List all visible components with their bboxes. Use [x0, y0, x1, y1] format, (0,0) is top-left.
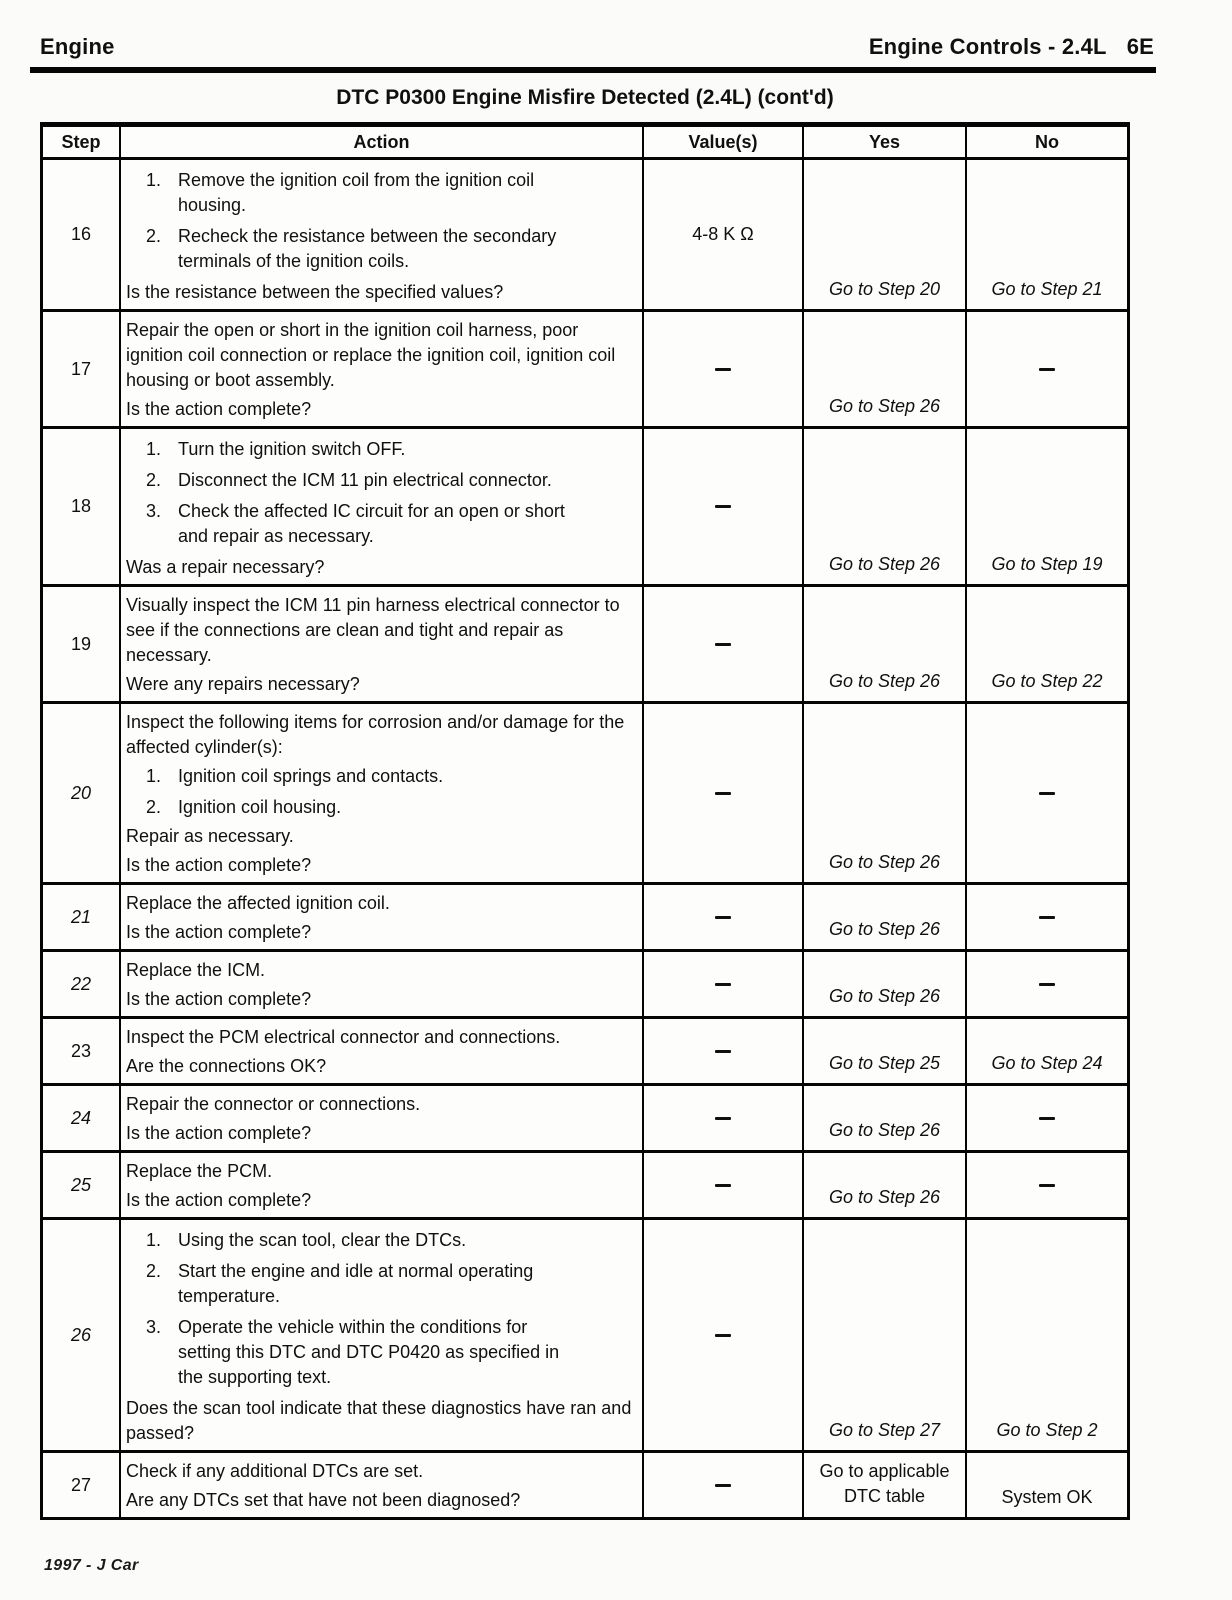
action-cell — [121, 1453, 644, 1517]
action-text: Check if any additional DTCs are set. — [126, 1461, 424, 1481]
table-row — [43, 1220, 1127, 1453]
yes-cell — [804, 885, 967, 949]
no-cell — [967, 885, 1127, 949]
table-header-row — [43, 127, 1127, 160]
step-cell — [43, 312, 121, 426]
no-cell — [967, 1086, 1127, 1150]
list-text: Check the affected IC circuit for an open or short and repair as necessary. — [178, 501, 565, 546]
no-cell — [967, 160, 1127, 309]
yes-cell — [804, 1153, 967, 1217]
list-number: 2. — [146, 797, 162, 817]
header-right-group — [869, 34, 1154, 60]
action-text: Inspect the PCM electrical connector and connections. — [126, 1027, 561, 1047]
list-number: 2. — [146, 1261, 162, 1281]
action-text: Repair as necessary. — [126, 826, 294, 846]
value-cell — [644, 1086, 804, 1150]
diagnostic-table — [40, 122, 1130, 1520]
dash-placeholder — [1039, 368, 1055, 371]
yes-cell — [804, 1086, 967, 1150]
dash-placeholder — [1039, 983, 1055, 986]
action-text: Replace the affected ignition coil. — [126, 893, 390, 913]
action-text: Repair the open or short in the ignition coil harness, poor ignition coil connection or replace the ignition coil, ignition coil housing or boot assembly. — [126, 320, 616, 390]
action-list-item — [146, 499, 636, 549]
action-cell — [121, 1220, 644, 1450]
dash-placeholder — [715, 1334, 731, 1337]
action-text: Inspect the following items for corrosion and/or damage for the affected cylinder(s): — [126, 712, 625, 757]
value-cell — [644, 160, 804, 309]
value-cell — [644, 704, 804, 882]
action-cell — [121, 1153, 644, 1217]
no-cell — [967, 704, 1127, 882]
step-number: 27 — [70, 1474, 92, 1495]
action-question: Is the action complete? — [126, 855, 312, 875]
action-text: Replace the PCM. — [126, 1161, 273, 1181]
column-header-step: Step — [43, 127, 121, 157]
yes-cell — [804, 1453, 967, 1517]
action-cell — [121, 1086, 644, 1150]
dash-placeholder — [1039, 1117, 1055, 1120]
list-text: Disconnect the ICM 11 pin electrical connector. — [178, 470, 552, 490]
yes-cell — [804, 1220, 967, 1450]
list-text: Start the engine and idle at normal operating temperature. — [178, 1261, 534, 1306]
action-question: Does the scan tool indicate that these diagnostics have ran and passed? — [126, 1398, 632, 1443]
goto-text: Go to Step 20 — [828, 279, 941, 299]
action-list-item — [146, 1315, 636, 1390]
dash-placeholder — [715, 1184, 731, 1187]
table-row — [43, 312, 1127, 429]
step-number: 20 — [70, 782, 92, 803]
value-cell — [644, 952, 804, 1016]
action-list-item — [146, 764, 636, 789]
action-question: Are any DTCs set that have not been diagnosed? — [126, 1490, 521, 1510]
step-cell — [43, 952, 121, 1016]
action-list-item — [146, 168, 636, 218]
action-question: Is the action complete? — [126, 1123, 312, 1143]
action-text: Visually inspect the ICM 11 pin harness electrical connector to see if the connections are clean and tight and repair as necessary. — [126, 595, 620, 665]
dash-placeholder — [715, 1117, 731, 1120]
table-row — [43, 1086, 1127, 1153]
step-cell — [43, 160, 121, 309]
goto-text: Go to Step 22 — [991, 671, 1103, 691]
action-question: Is the action complete? — [126, 1190, 312, 1210]
yes-cell — [804, 312, 967, 426]
no-cell — [967, 1220, 1127, 1450]
no-cell — [967, 1019, 1127, 1083]
step-cell — [43, 704, 121, 882]
dash-placeholder — [715, 916, 731, 919]
column-header-yes: Yes — [804, 127, 967, 157]
table-row — [43, 885, 1127, 952]
list-number: 3. — [146, 501, 162, 521]
column-header-action: Action — [121, 127, 644, 157]
list-number: 1. — [146, 1230, 162, 1250]
action-question: Was a repair necessary? — [126, 557, 325, 577]
value-cell — [644, 1220, 804, 1450]
table-row — [43, 952, 1127, 1019]
value-cell — [644, 885, 804, 949]
no-cell — [967, 312, 1127, 426]
action-cell — [121, 1019, 644, 1083]
dash-placeholder — [715, 368, 731, 371]
goto-text: Go to applicable DTC table — [819, 1461, 950, 1506]
step-number: 23 — [70, 1040, 92, 1061]
dash-placeholder — [1039, 792, 1055, 795]
list-text: Turn the ignition switch OFF. — [178, 439, 406, 459]
action-text: Replace the ICM. — [126, 960, 266, 980]
step-number: 18 — [70, 496, 92, 516]
goto-text: Go to Step 26 — [828, 1187, 941, 1207]
yes-cell — [804, 704, 967, 882]
table-row — [43, 1453, 1127, 1517]
goto-text: Go to Step 26 — [828, 554, 941, 574]
step-cell — [43, 1220, 121, 1450]
goto-text: Go to Step 26 — [828, 919, 941, 939]
action-list-item — [146, 437, 636, 462]
table-row — [43, 587, 1127, 704]
value-cell — [644, 587, 804, 701]
step-cell — [43, 587, 121, 701]
action-question: Are the connections OK? — [126, 1056, 327, 1076]
step-cell — [43, 1086, 121, 1150]
action-question: Is the action complete? — [126, 989, 312, 1009]
list-number: 1. — [146, 766, 162, 786]
value-cell — [644, 429, 804, 584]
header-page-code: 6E — [1126, 34, 1154, 59]
dash-placeholder — [715, 1050, 731, 1053]
list-text: Recheck the resistance between the secondary terminals of the ignition coils. — [178, 226, 557, 271]
action-cell — [121, 587, 644, 701]
header-right-title: Engine Controls - 2.4L — [868, 34, 1107, 59]
list-number: 1. — [146, 439, 162, 459]
list-number: 3. — [146, 1317, 162, 1337]
no-cell — [967, 1453, 1127, 1517]
step-cell — [43, 1153, 121, 1217]
action-text: Repair the connector or connections. — [126, 1094, 421, 1114]
goto-text: Go to Step 26 — [828, 671, 941, 691]
action-question: Is the action complete? — [126, 922, 312, 942]
table-row — [43, 160, 1127, 312]
list-text: Ignition coil housing. — [178, 797, 342, 817]
action-list-item — [146, 468, 636, 493]
step-number: 19 — [70, 633, 92, 654]
yes-cell — [804, 429, 967, 584]
goto-text: Go to Step 26 — [828, 986, 941, 1006]
list-text: Ignition coil springs and contacts. — [178, 766, 444, 786]
header-left-title: Engine — [40, 34, 115, 59]
step-cell — [43, 885, 121, 949]
yes-cell — [804, 952, 967, 1016]
action-cell — [121, 704, 644, 882]
step-number: 21 — [70, 906, 92, 927]
yes-cell — [804, 160, 967, 309]
action-list-item — [146, 1259, 636, 1309]
action-cell — [121, 429, 644, 584]
list-text: Operate the vehicle within the conditions for setting this DTC and DTC P0420 as specified in the supporting text. — [178, 1317, 560, 1387]
dash-placeholder — [715, 505, 731, 508]
goto-text: System OK — [1001, 1487, 1093, 1507]
dash-placeholder — [715, 792, 731, 795]
page-title: DTC P0300 Engine Misfire Detected (2.4L) (cont'd) — [336, 86, 834, 109]
list-number: 2. — [146, 226, 162, 246]
no-cell — [967, 1153, 1127, 1217]
goto-text: Go to Step 27 — [828, 1420, 941, 1440]
action-cell — [121, 952, 644, 1016]
action-cell — [121, 885, 644, 949]
value-text: 4-8 K Ω — [692, 224, 754, 244]
step-number: 25 — [70, 1174, 92, 1195]
dash-placeholder — [1039, 916, 1055, 919]
list-number: 2. — [146, 470, 162, 490]
dash-placeholder — [715, 1484, 731, 1487]
value-cell — [644, 312, 804, 426]
action-cell — [121, 160, 644, 309]
step-number: 17 — [70, 358, 92, 379]
list-number: 1. — [146, 170, 162, 190]
yes-cell — [804, 1019, 967, 1083]
goto-text: Go to Step 19 — [991, 554, 1103, 574]
table-row — [43, 704, 1127, 885]
action-cell — [121, 312, 644, 426]
goto-text: Go to Step 26 — [828, 852, 941, 872]
goto-text: Go to Step 2 — [996, 1420, 1098, 1440]
dash-placeholder — [715, 983, 731, 986]
no-cell — [967, 952, 1127, 1016]
value-cell — [644, 1019, 804, 1083]
action-list-item — [146, 795, 636, 820]
step-cell — [43, 1019, 121, 1083]
list-text: Using the scan tool, clear the DTCs. — [178, 1230, 467, 1250]
page-header — [40, 34, 1154, 60]
value-cell — [644, 1453, 804, 1517]
column-header-values: Value(s) — [644, 127, 804, 157]
footer-model-year: 1997 - J Car — [44, 1557, 139, 1574]
no-cell — [967, 587, 1127, 701]
no-cell — [967, 429, 1127, 584]
table-row — [43, 1019, 1127, 1086]
step-number: 24 — [70, 1107, 92, 1128]
table-row — [43, 429, 1127, 587]
step-number: 16 — [70, 224, 92, 244]
action-question: Is the resistance between the specified values? — [126, 282, 504, 302]
dash-placeholder — [715, 643, 731, 646]
action-question: Is the action complete? — [126, 399, 312, 419]
column-header-no: No — [1035, 131, 1059, 152]
action-question: Were any repairs necessary? — [126, 674, 360, 694]
action-list-item — [146, 224, 636, 274]
yes-cell — [804, 587, 967, 701]
step-number: 26 — [70, 1324, 92, 1345]
step-cell — [43, 1453, 121, 1517]
goto-text: Go to Step 21 — [991, 279, 1103, 299]
goto-text: Go to Step 26 — [828, 1120, 941, 1140]
goto-text: Go to Step 25 — [828, 1053, 941, 1073]
step-number: 22 — [70, 973, 92, 994]
action-list-item — [146, 1228, 636, 1253]
step-cell — [43, 429, 121, 584]
table-row — [43, 1153, 1127, 1220]
value-cell — [644, 1153, 804, 1217]
header-rule — [30, 67, 1156, 73]
goto-text: Go to Step 26 — [828, 396, 941, 416]
list-text: Remove the ignition coil from the ignition coil housing. — [178, 170, 535, 215]
dash-placeholder — [1039, 1184, 1055, 1187]
goto-text: Go to Step 24 — [991, 1053, 1103, 1073]
